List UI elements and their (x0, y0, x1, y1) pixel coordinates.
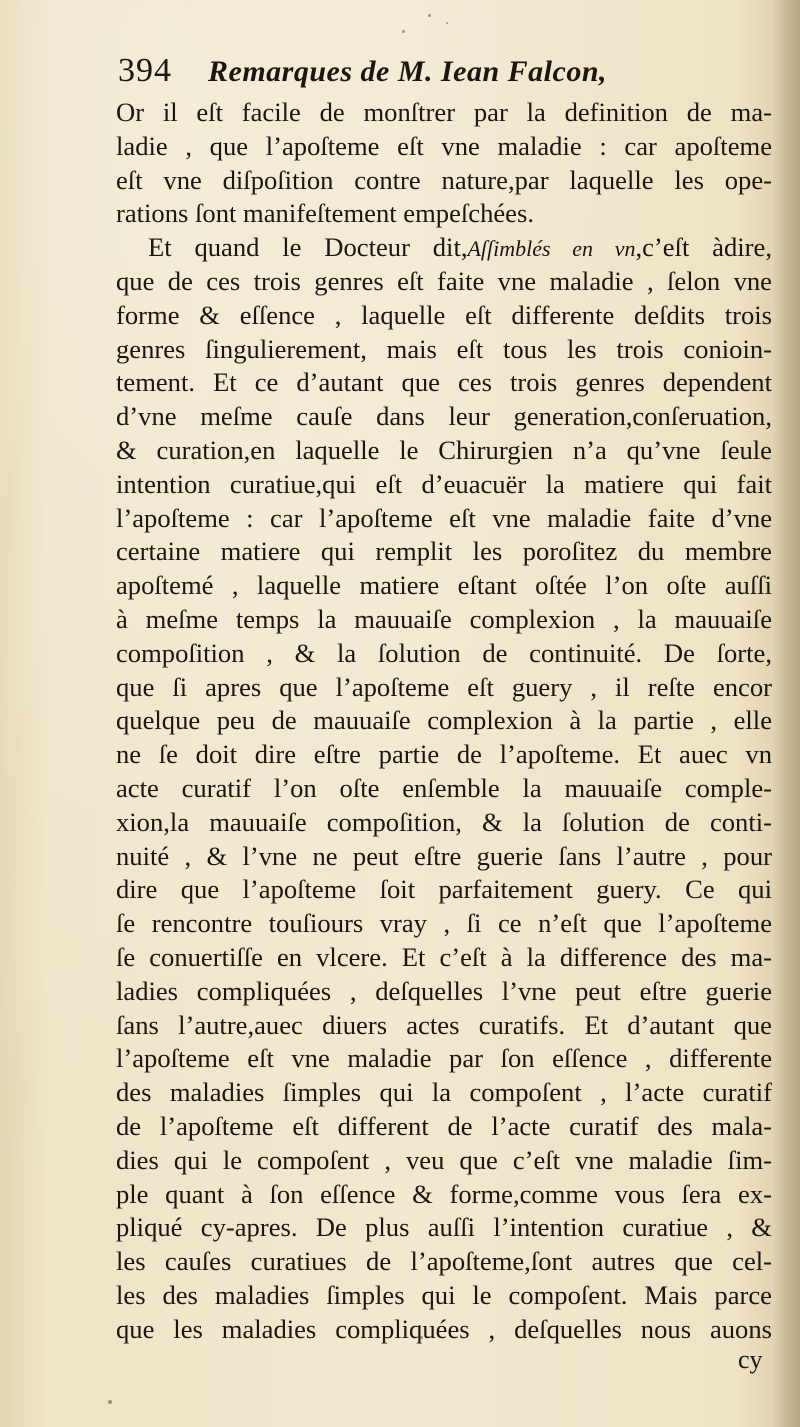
catchword: cy (738, 1345, 763, 1374)
text-line: ple quant à ſon eſſence & forme,comme vous ſera ex- (116, 1178, 772, 1209)
text-line: certaine matiere qui remplit les poroſitez du membre (116, 536, 772, 567)
text-line: les des maladies ſimples qui le compoſent. Mais parce (116, 1279, 772, 1310)
ink-speck (446, 22, 448, 24)
text-line: acte curatif l’on oſte enſemble la mauuaiſe comple- (116, 772, 772, 803)
text-line: d’vne meſme cauſe dans leur generation,conſeruation, (116, 401, 772, 432)
text-line: eſt vne diſpoſition contre nature,par laquelle les ope- (116, 164, 772, 195)
italic-quotation: Aſſimblés en vn (467, 236, 636, 262)
text-line: ladie , que l’apoſteme eſt vne maladie : car apoſteme (116, 130, 772, 161)
ink-speck (428, 14, 431, 17)
body-text (116, 96, 772, 1346)
text-line: dire que l’apoſteme ſoit parfaitement guery. Ce qui (116, 874, 772, 905)
text-line: l’apoſteme eſt vne maladie par ſon eſſence , differente (116, 1043, 772, 1074)
text-line: compoſition , & la ſolution de continuité. De ſorte, (116, 637, 772, 668)
text-line: ſe conuertiſſe en vlcere. Et c’eſt à la difference des ma- (116, 941, 772, 972)
text-line: ſans l’autre,auec diuers actes curatifs. Et d’autant que (116, 1009, 772, 1040)
text-line: genres ſingulierement, mais eſt tous les trois conioin- (116, 333, 772, 364)
paragraph-start-line (116, 231, 772, 265)
page-gutter-shadow (772, 0, 800, 1427)
text-line: rations ſont manifeſtement empeſchées. (116, 198, 534, 229)
text-line: dies qui le compoſent , veu que c’eſt vne maladie ſim- (116, 1144, 772, 1175)
text-line: les cauſes curatiues de l’apoſteme,ſont autres que cel- (116, 1246, 772, 1277)
text-line: nuité , & l’vne ne peut eſtre guerie ſans l’autre , pour (116, 840, 772, 871)
text-segment: ,c’eſt àdire, (635, 232, 772, 263)
page-number: 394 (118, 52, 172, 89)
text-line: que les maladies compliquées , deſquelles nous auons (116, 1313, 772, 1344)
ink-speck (108, 1400, 112, 1404)
text-line: ſe rencontre touſiours vray , ſi ce n’eſt que l’apoſteme (116, 908, 772, 939)
text-line: intention curatiue,qui eſt d’euacuër la matiere qui fait (116, 468, 772, 499)
text-line: de l’apoſteme eſt different de l’acte curatif des mala- (116, 1110, 772, 1141)
text-line: l’apoſteme : car l’apoſteme eſt vne maladie faite d’vne (116, 502, 772, 533)
text-line: pliqué cy-apres. De plus auſſi l’intention curatiue , & (116, 1212, 772, 1243)
text-line: que de ces trois genres eſt faite vne maladie , ſelon vne (116, 265, 772, 296)
text-line: xion,la mauuaiſe compoſition, & la ſolution de conti- (116, 806, 772, 837)
text-line: des maladies ſimples qui la compoſent , l’acte curatif (116, 1077, 772, 1108)
text-line: quelque peu de mauuaiſe complexion à la partie , elle (116, 705, 772, 736)
text-line: Or il eſt facile de monſtrer par la definition de ma- (116, 97, 772, 127)
text-line: tement. Et ce d’autant que ces trois genres dependent (116, 367, 772, 398)
text-line: apoſtemé , laquelle matiere eſtant oſtée l’on oſte auſſi (116, 570, 772, 601)
running-head (118, 52, 718, 96)
text-line: que ſi apres que l’apoſteme eſt guery , il reſte encor (116, 671, 772, 702)
running-title: Remarques de M. Iean Falcon, (208, 55, 608, 88)
text-line: forme & eſſence , laquelle eſt differente deſdits trois (116, 299, 772, 330)
text-line: ne ſe doit dire eſtre partie de l’apoſteme. Et auec vn (116, 739, 772, 770)
text-line: ladies compliquées , deſquelles l’vne peut eſtre guerie (116, 975, 772, 1006)
text-line: à meſme temps la mauuaiſe complexion , la mauuaiſe (116, 603, 772, 634)
text-line: & curation,en laquelle le Chirurgien n’a qu’vne ſeule (116, 434, 772, 465)
ink-speck (402, 30, 405, 33)
text-segment: Et quand le Docteur dit, (148, 232, 468, 263)
